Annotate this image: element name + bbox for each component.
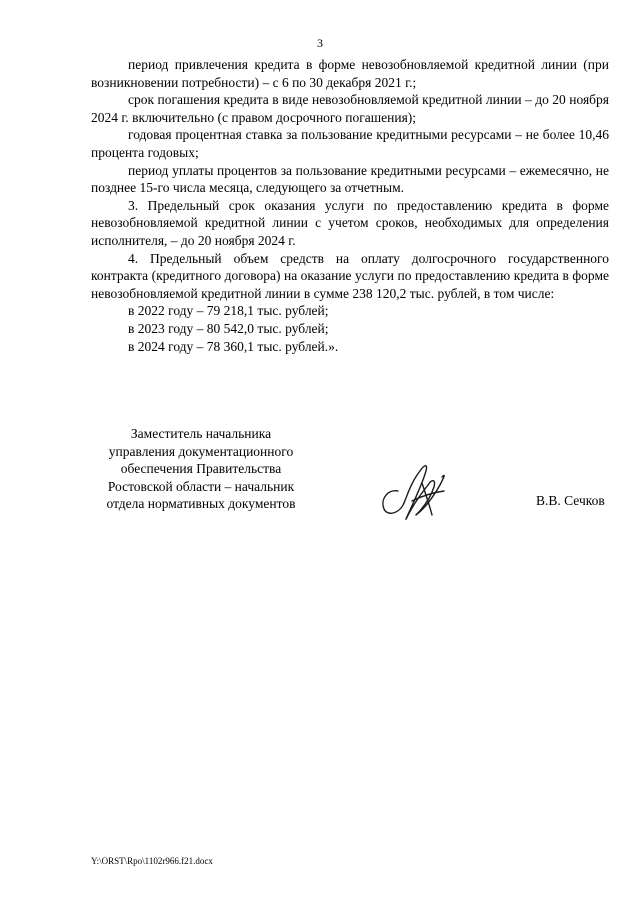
signatory-title-line: отдела нормативных документов [106, 496, 296, 512]
paragraph-interest-rate: годовая процентная ставка за пользование кредитными ресурсами – не более 10,46 процента годовых; [91, 127, 609, 160]
page-number: 3 [317, 36, 323, 50]
signatory-title-line: Ростовской области – начальник [107, 478, 295, 494]
signatory-title-line: Заместитель начальника [130, 426, 272, 441]
signatory-title [91, 425, 311, 513]
paragraph-item-4: 4. Предельный объем средств на оплату долгосрочного государственного контракта (кредитного договора) на оказание услуги по предоставлению кредита в форме невозобновляемой кредитной линии в сумме 238 120,2 тыс. рублей, в том числе: [91, 250, 609, 301]
year-line-2024: в 2024 году – 78 360,1 тыс. рублей.». [128, 338, 339, 354]
paragraph-interest-payment: период уплаты процентов за пользование кредитными ресурсами – ежемесячно, не позднее 15-го числа месяца, следующего за отчетным. [91, 162, 609, 196]
paragraph-credit-period: период привлечения кредита в форме невозобновляемой кредитной линии (при возникновении потребности) – с 6 по 30 декабря 2021 г.; [91, 57, 609, 90]
signatory-name: В.В. Сечков [536, 493, 605, 508]
body-text [91, 56, 609, 355]
handwritten-signature [376, 455, 452, 525]
paragraph-repayment-term: срок погашения кредита в виде невозобновляемой кредитной линии – до 20 ноября 2024 г. включительно (с правом досрочного погашения); [91, 92, 609, 125]
signatory-title-line: управления документационного [108, 443, 294, 459]
paragraph-item-3: 3. Предельный срок оказания услуги по предоставлению кредита в форме невозобновляемой кредитной линии с учетом сроков, необходимых для определения исполнителя, – до 20 ноября 2024 г. [91, 197, 609, 248]
footer-file-path: Y:\ORST\Rpo\1102r966.f21.docx [91, 856, 213, 866]
year-line-2023: в 2023 году – 80 542,0 тыс. рублей; [128, 320, 329, 336]
year-line-2022: в 2022 году – 79 218,1 тыс. рублей; [128, 303, 329, 319]
signatory-title-line: обеспечения Правительства [120, 461, 282, 477]
